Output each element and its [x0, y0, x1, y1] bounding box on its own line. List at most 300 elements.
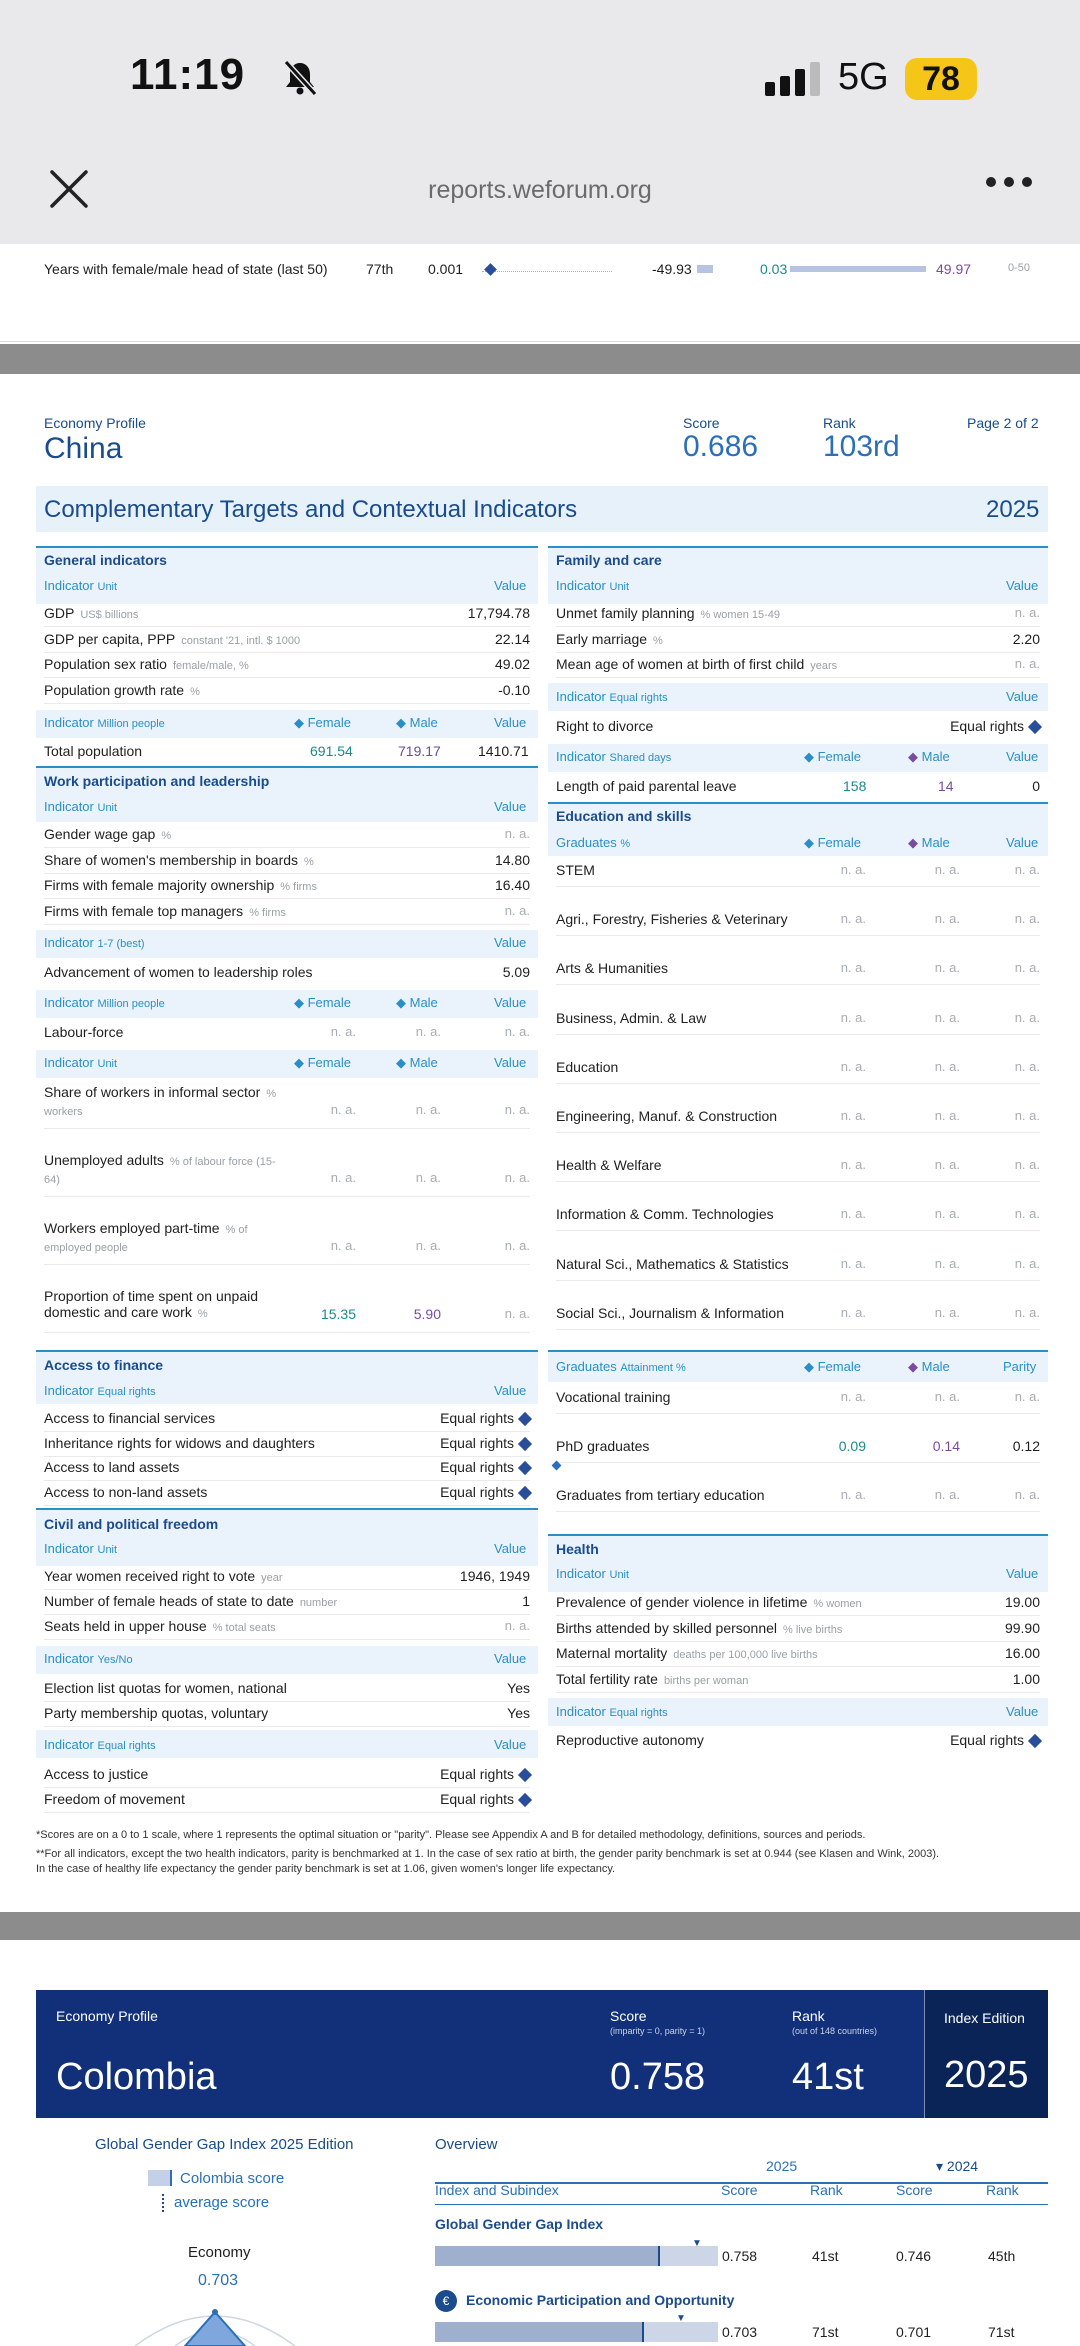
row-label: Number of female heads of state to date number: [44, 1593, 338, 1609]
row-value: 99.90: [1004, 1619, 1040, 1636]
row-divider: [44, 1431, 530, 1432]
row-divider: [44, 1589, 530, 1590]
row-label: Total fertility rate births per woman: [556, 1670, 749, 1687]
total-population-value: 1410.71: [478, 743, 529, 759]
row-value: n. a.: [1014, 1487, 1040, 1502]
country-name: China: [44, 432, 123, 465]
general-indicators-title: General indicators: [44, 552, 167, 568]
value-col: Value: [494, 995, 527, 1010]
row-value: -0.10: [498, 681, 530, 698]
row-value: n. a.: [1014, 862, 1040, 877]
prev-row-diff-bar: [697, 265, 713, 273]
row-divider: [44, 898, 530, 899]
row-male: n. a.: [415, 1102, 441, 1117]
row-value: 1946, 1949: [459, 1568, 530, 1584]
row-divider: [44, 1264, 530, 1265]
row-label: Firms with female majority ownership % firms: [44, 877, 317, 893]
section-title: Complementary Targets and Contextual Indicators: [44, 496, 578, 523]
value-col: Value: [494, 715, 527, 730]
row-female: n. a.: [840, 1058, 866, 1074]
page-gap: [0, 1912, 1080, 1940]
more-options-icon[interactable]: [984, 170, 1034, 194]
row-divider: [44, 873, 530, 874]
row-value: n. a.: [1014, 1108, 1040, 1123]
row-value: n. a.: [1014, 1206, 1040, 1222]
row-divider: [44, 1480, 530, 1481]
labour-force-female: n. a.: [330, 1024, 356, 1039]
row-male: n. a.: [934, 1108, 960, 1123]
row-value: n. a.: [504, 902, 530, 918]
footnotes: [36, 1828, 1048, 1877]
row-divider: [556, 677, 1040, 678]
radar-axis-label: Economy: [188, 2244, 251, 2261]
advancement-label: Advancement of women to leadership roles: [44, 964, 313, 980]
row-male: n. a.: [934, 1058, 960, 1074]
value-col: Value: [494, 935, 527, 950]
radar-chart: [130, 2296, 300, 2346]
row-value: Yes: [507, 1680, 530, 1696]
eco-score-2025: 0.703: [722, 2324, 758, 2340]
year-2024-header: ▾ 2024: [936, 2158, 979, 2174]
right-to-divorce-value: Equal rights: [900, 718, 1040, 734]
row-label: PhD graduates: [556, 1438, 650, 1454]
colombia-score-sub: (imparity = 0, parity = 1): [610, 2026, 706, 2036]
index-edition-label: Index Edition: [944, 2010, 1025, 2026]
row-value: 0.12: [1012, 1438, 1040, 1454]
equal-rights-diamond-icon: [1028, 1734, 1042, 1748]
indicator-col: Indicator 1-7 (best): [44, 935, 145, 950]
row-divider: [556, 1181, 1040, 1182]
indicator-col: Indicator Unit: [44, 1541, 118, 1556]
row-value: Equal rights: [360, 1410, 530, 1426]
row-divider: [44, 1196, 530, 1197]
ggi-score-2024: 0.746: [896, 2248, 932, 2264]
row-label: STEM: [556, 862, 595, 878]
row-divider: [44, 1812, 530, 1813]
row-divider: [556, 1280, 1040, 1281]
row-male: 5.90: [413, 1306, 441, 1322]
row-label: Business, Admin. & Law: [556, 1009, 707, 1026]
graduates-col: Graduates Attainment %: [556, 1359, 686, 1374]
parental-leave-female: 158: [843, 778, 867, 794]
row-label: GDP US$ billions: [44, 605, 139, 621]
male-col: ◆ Male: [396, 715, 438, 730]
advancement-value: 5.09: [502, 964, 530, 980]
parental-leave-label: Length of paid parental leave: [556, 778, 737, 794]
row-female: n. a.: [840, 1206, 866, 1222]
row-value: 22.14: [494, 630, 530, 647]
row-value: n. a.: [504, 1170, 530, 1185]
row-female: n. a.: [330, 1102, 356, 1117]
value-col: Value: [494, 799, 527, 814]
row-value: n. a.: [1014, 1389, 1040, 1404]
section-year: 2025: [986, 496, 1040, 523]
row-label: Early marriage %: [556, 630, 663, 647]
health-title: Health: [556, 1541, 599, 1557]
row-value: 17,794.78: [467, 605, 530, 621]
battery-indicator: 78: [905, 58, 977, 100]
male-col: ◆ Male: [908, 749, 950, 764]
legend-score-swatch: [148, 2170, 172, 2186]
parental-leave-male: 14: [938, 778, 954, 794]
row-label: Natural Sci., Mathematics & Statistics: [556, 1255, 789, 1272]
row-label: Party membership quotas, voluntary: [44, 1704, 269, 1721]
row-label: Arts & Humanities: [556, 960, 669, 977]
row-divider: [556, 652, 1040, 653]
row-male: n. a.: [934, 1304, 960, 1320]
url-display[interactable]: reports.weforum.org: [428, 176, 652, 204]
graduates-col: Graduates %: [556, 835, 631, 850]
row-value: 16.40: [494, 877, 530, 893]
colombia-economy-label: Economy Profile: [56, 2008, 158, 2024]
row-divider: [556, 1641, 1040, 1642]
male-col: ◆ Male: [396, 995, 438, 1010]
eco-average-marker: ▼: [676, 2313, 686, 2324]
civil-freedom-title: Civil and political freedom: [44, 1516, 219, 1532]
row-value: n. a.: [1014, 960, 1040, 976]
value-col: Value: [1006, 1566, 1039, 1581]
row-divider: [556, 1666, 1040, 1667]
work-participation-title: Work participation and leadership: [44, 773, 270, 789]
equal-rights-diamond-icon: [1028, 720, 1042, 734]
row-label: Prevalence of gender violence in lifetime % women: [556, 1594, 862, 1610]
row-value: 14.80: [494, 851, 530, 868]
equal-rights-diamond-icon: [518, 1437, 532, 1451]
row-label: Births attended by skilled personnel % live births: [556, 1619, 843, 1636]
row-label: Access to non-land assets: [44, 1483, 208, 1500]
female-col: ◆ Female: [804, 749, 861, 764]
row-divider: [556, 1413, 1040, 1414]
row-male: n. a.: [934, 1255, 960, 1271]
indicator-col: Indicator Yes/No: [44, 1651, 133, 1666]
row-value: Equal rights: [360, 1766, 530, 1782]
row-label: Unemployed adults % of labour force (15- 64): [44, 1152, 276, 1186]
row-value: 1: [522, 1593, 530, 1609]
male-col: ◆ Male: [396, 1055, 438, 1070]
radar-axis-value: 0.703: [198, 2272, 239, 2289]
index-edition-year: 2025: [944, 2054, 1029, 2096]
row-value: n. a.: [1014, 1304, 1040, 1320]
row-divider: [44, 847, 530, 848]
education-title: Education and skills: [556, 808, 692, 824]
row-value: Equal rights: [360, 1459, 530, 1475]
equal-rights-diamond-icon: [518, 1768, 532, 1782]
overview-title: Overview: [435, 2136, 498, 2153]
row-value: 16.00: [1004, 1645, 1040, 1661]
row-label: Health & Welfare: [556, 1157, 662, 1174]
parental-leave-value: 0: [1032, 778, 1040, 794]
row-female: n. a.: [840, 911, 866, 927]
reproductive-autonomy-value: Equal rights: [900, 1732, 1040, 1748]
row-female: n. a.: [840, 1009, 866, 1025]
row-value: Equal rights: [360, 1435, 530, 1451]
row-label: Freedom of movement: [44, 1791, 185, 1807]
col-index-subindex: Index and Subindex: [435, 2182, 559, 2198]
row-divider: [556, 1132, 1040, 1133]
footnote-2: **For all indicators, except the two health indicators, parity is benchmarked at 1. In the case of sex ratio at birth, the gender parity benchmark is set at 0.944 (see Klasen and Wink, 2003).: [36, 1848, 940, 1860]
eco-rank-2024: 71st: [988, 2324, 1015, 2340]
rank-label: Rank: [823, 415, 856, 431]
female-col: ◆ Female: [804, 835, 861, 850]
row-male: n. a.: [415, 1238, 441, 1253]
indicator-col: Indicator Unit: [44, 578, 118, 593]
row-label: Share of women's membership in boards %: [44, 851, 314, 868]
female-col: ◆ Female: [294, 715, 351, 730]
colombia-rank-label: Rank: [792, 2008, 825, 2024]
row-value: n. a.: [1014, 1157, 1040, 1173]
row-divider: [44, 677, 530, 678]
row-male: n. a.: [934, 1487, 960, 1502]
row-divider: [44, 1701, 530, 1702]
row-label: Election list quotas for women, national: [44, 1680, 287, 1696]
prev-row-score-bar: [482, 268, 612, 272]
row-divider: [44, 1726, 530, 1727]
row-label: Unmet family planning % women 15-49: [556, 605, 781, 621]
value-col: Value: [494, 1055, 527, 1070]
row-divider: [556, 1462, 1040, 1463]
row-value: Equal rights: [360, 1484, 530, 1500]
value-col: Value: [494, 578, 527, 593]
ggi-score-bar: [435, 2246, 660, 2266]
prev-row-gap-bar: [790, 266, 926, 272]
row-divider: [556, 1511, 1040, 1512]
row-divider: [556, 1083, 1040, 1084]
value-col: Value: [494, 1541, 527, 1556]
value-col: Value: [494, 1737, 527, 1752]
row-female: n. a.: [840, 1255, 866, 1271]
row-female: n. a.: [840, 1487, 866, 1502]
row-label: Social Sci., Journalism & Information: [556, 1304, 784, 1321]
page-number: Page 2 of 2: [967, 415, 1039, 431]
row-divider: [556, 1329, 1040, 1330]
row-label: Population growth rate %: [44, 681, 200, 698]
row-male: n. a.: [934, 911, 960, 927]
family-care-title: Family and care: [556, 552, 662, 568]
row-female: n. a.: [330, 1170, 356, 1185]
row-value: n. a.: [504, 1306, 530, 1321]
value-col: Value: [1006, 749, 1039, 764]
row-male: 0.14: [932, 1438, 960, 1454]
legend-colombia-score: Colombia score: [180, 2170, 285, 2187]
row-female: n. a.: [840, 1389, 866, 1404]
row-label: Access to justice: [44, 1766, 149, 1782]
status-time: 11:19: [130, 50, 246, 99]
page-gap: [0, 344, 1080, 374]
row-value: n. a.: [504, 1238, 530, 1253]
row-label: Engineering, Manuf. & Construction: [556, 1108, 778, 1124]
row-label: Access to financial services: [44, 1410, 216, 1426]
eco-score-2024: 0.701: [896, 2324, 932, 2340]
labour-force-male: n. a.: [415, 1024, 441, 1039]
female-col: ◆ Female: [294, 995, 351, 1010]
colombia-score-label: Score: [610, 2008, 647, 2024]
row-value: n. a.: [1014, 1058, 1040, 1074]
row-label: Proportion of time spent on unpaid domestic and care work %: [44, 1288, 259, 1320]
ggi-average-marker: ▼: [692, 2238, 702, 2249]
total-population-male: 719.17: [398, 743, 441, 759]
right-to-divorce-label: Right to divorce: [556, 718, 654, 734]
row-value: n. a.: [1014, 1009, 1040, 1025]
row-label: Population sex ratio female/male, %: [44, 656, 249, 672]
economic-participation-icon: €: [435, 2290, 457, 2312]
row-label: Maternal mortality deaths per 100,000 live births: [556, 1645, 818, 1661]
row-divider: [44, 1505, 530, 1506]
row-value: 1.00: [1012, 1670, 1040, 1687]
row-label: Year women received right to vote year: [44, 1568, 283, 1584]
col-rank-2025: Rank: [810, 2182, 843, 2198]
row-female: n. a.: [330, 1238, 356, 1253]
score-label: Score: [683, 415, 720, 431]
equal-rights-diamond-icon: [518, 1793, 532, 1807]
access-to-finance-title: Access to finance: [44, 1357, 164, 1373]
row-female: n. a.: [840, 1108, 866, 1123]
row-male: n. a.: [934, 960, 960, 976]
prev-row-diff: -49.93: [652, 261, 692, 277]
row-divider: [556, 935, 1040, 936]
network-type: 5G: [838, 56, 889, 98]
row-label: Vocational training: [556, 1389, 671, 1405]
indicator-col: Indicator Unit: [44, 1055, 118, 1070]
row-label: Workers employed part-time % of employed people: [44, 1220, 248, 1254]
silent-bell-icon: [278, 56, 322, 100]
total-population-label: Total population: [44, 743, 143, 759]
row-value: n. a.: [1014, 911, 1040, 927]
value-col: Value: [1006, 835, 1039, 850]
chart-title: Global Gender Gap Index 2025 Edition: [95, 2136, 354, 2153]
row-male: n. a.: [934, 1157, 960, 1173]
prev-row-male: 49.97: [936, 261, 972, 277]
table-header-band: [548, 1536, 1048, 1592]
row-divider: [44, 1128, 530, 1129]
row-divider: [44, 1787, 530, 1788]
row-value: n. a.: [1014, 656, 1040, 671]
row-label: Information & Comm. Technologies: [556, 1206, 774, 1223]
legend-average-marker: [162, 2194, 164, 2212]
row-value: Equal rights: [360, 1791, 530, 1807]
equal-rights-diamond-icon: [518, 1486, 532, 1500]
equal-rights-diamond-icon: [518, 1412, 532, 1426]
value-col: Value: [494, 1651, 527, 1666]
indicator-col: Indicator Shared days: [556, 749, 672, 764]
indicator-col: Indicator Equal rights: [44, 1737, 156, 1752]
row-female: n. a.: [840, 1157, 866, 1173]
row-label: Education: [556, 1058, 619, 1075]
row-value: n. a.: [504, 1102, 530, 1117]
indicator-col: Indicator Unit: [556, 578, 630, 593]
prev-row-female: 0.03: [760, 261, 788, 277]
overview-divider: [435, 2204, 1048, 2205]
year-2025-header: 2025: [766, 2158, 798, 2174]
eco-score-bar: [435, 2322, 644, 2342]
row-label: Seats held in upper house % total seats: [44, 1618, 276, 1634]
indicator-col: Indicator Million people: [44, 995, 165, 1010]
col-score-2025: Score: [721, 2182, 758, 2198]
prev-row-range: 0-50: [1008, 262, 1031, 274]
row-label: Share of workers in informal sector % workers: [44, 1084, 277, 1118]
row-male: n. a.: [934, 1009, 960, 1025]
value-col: Value: [494, 1383, 527, 1398]
indicator-col: Indicator Unit: [556, 1566, 630, 1581]
row-male: n. a.: [415, 1170, 441, 1185]
colombia-rank-sub: (out of 148 countries): [792, 2026, 878, 2036]
ggi-row-label: Global Gender Gap Index: [435, 2216, 604, 2232]
row-male: n. a.: [934, 1206, 960, 1222]
score-value: 0.686: [683, 430, 759, 463]
female-col: ◆ Female: [294, 1055, 351, 1070]
value-col: Value: [1006, 578, 1039, 593]
prev-row-rank: 77th: [366, 261, 394, 277]
economy-profile-label: Economy Profile: [44, 415, 146, 431]
row-female: n. a.: [840, 862, 866, 877]
row-divider: [44, 1332, 530, 1333]
row-divider: [44, 703, 530, 704]
row-label: Access to land assets: [44, 1459, 180, 1475]
row-female: n. a.: [840, 960, 866, 976]
row-divider: [44, 1639, 530, 1640]
col-score-2024: Score: [896, 2182, 933, 2198]
row-value: n. a.: [1014, 605, 1040, 620]
labour-force-label: Labour-force: [44, 1024, 124, 1040]
colombia-country-name: Colombia: [56, 2056, 217, 2098]
row-divider: [556, 626, 1040, 627]
colombia-rank: 41st: [792, 2056, 864, 2098]
labour-force-value: n. a.: [504, 1024, 530, 1039]
row-label: Mean age of women at birth of first child years: [556, 656, 838, 672]
row-value: n. a.: [504, 1618, 530, 1633]
female-col: ◆ Female: [804, 1359, 861, 1374]
ggi-rank-2024: 45th: [988, 2248, 1016, 2264]
indicator-col: Indicator Equal rights: [44, 1383, 156, 1398]
male-col: ◆ Male: [908, 1359, 950, 1374]
value-col: Value: [1006, 1704, 1039, 1719]
prev-row-label: Years with female/male head of state (last 50): [44, 261, 328, 277]
row-divider: [44, 1614, 530, 1615]
row-divider: [556, 886, 1040, 887]
total-population-female: 691.54: [310, 743, 353, 759]
row-label: Gender wage gap %: [44, 826, 172, 842]
indicator-col: Indicator Equal rights: [556, 689, 668, 704]
row-label: Firms with female top managers % firms: [44, 902, 286, 919]
eco-rank-2025: 71st: [812, 2324, 839, 2340]
col-rank-2024: Rank: [986, 2182, 1019, 2198]
row-female: 0.09: [838, 1438, 866, 1454]
value-col: Value: [1006, 689, 1039, 704]
row-divider: [556, 984, 1040, 985]
row-female: n. a.: [840, 1304, 866, 1320]
row-male: n. a.: [934, 862, 960, 877]
row-label: Agri., Forestry, Fisheries & Veterinary: [556, 911, 788, 928]
row-value: Yes: [507, 1704, 530, 1721]
row-divider: [44, 652, 530, 653]
row-divider: [556, 1615, 1040, 1616]
row-value: n. a.: [504, 826, 530, 841]
ggi-rank-2025: 41st: [812, 2248, 839, 2264]
legend-average-score: average score: [174, 2194, 270, 2211]
row-label: GDP per capita, PPP constant '21, intl. $ 1000: [44, 630, 301, 647]
ggi-score-2025: 0.758: [722, 2248, 758, 2264]
rank-value: 103rd: [823, 430, 900, 463]
indicator-col: Indicator Unit: [44, 799, 118, 814]
row-divider: [556, 1230, 1040, 1231]
row-label: Graduates from tertiary education: [556, 1487, 765, 1503]
parity-col: Parity: [1003, 1359, 1037, 1374]
row-label: Inheritance rights for widows and daughters: [44, 1434, 315, 1451]
row-value: 49.02: [494, 656, 530, 672]
indicator-col: Indicator Million people: [44, 715, 165, 730]
row-value: 19.00: [1004, 1594, 1040, 1610]
row-divider: [44, 626, 530, 627]
row-divider: [556, 1692, 1040, 1693]
